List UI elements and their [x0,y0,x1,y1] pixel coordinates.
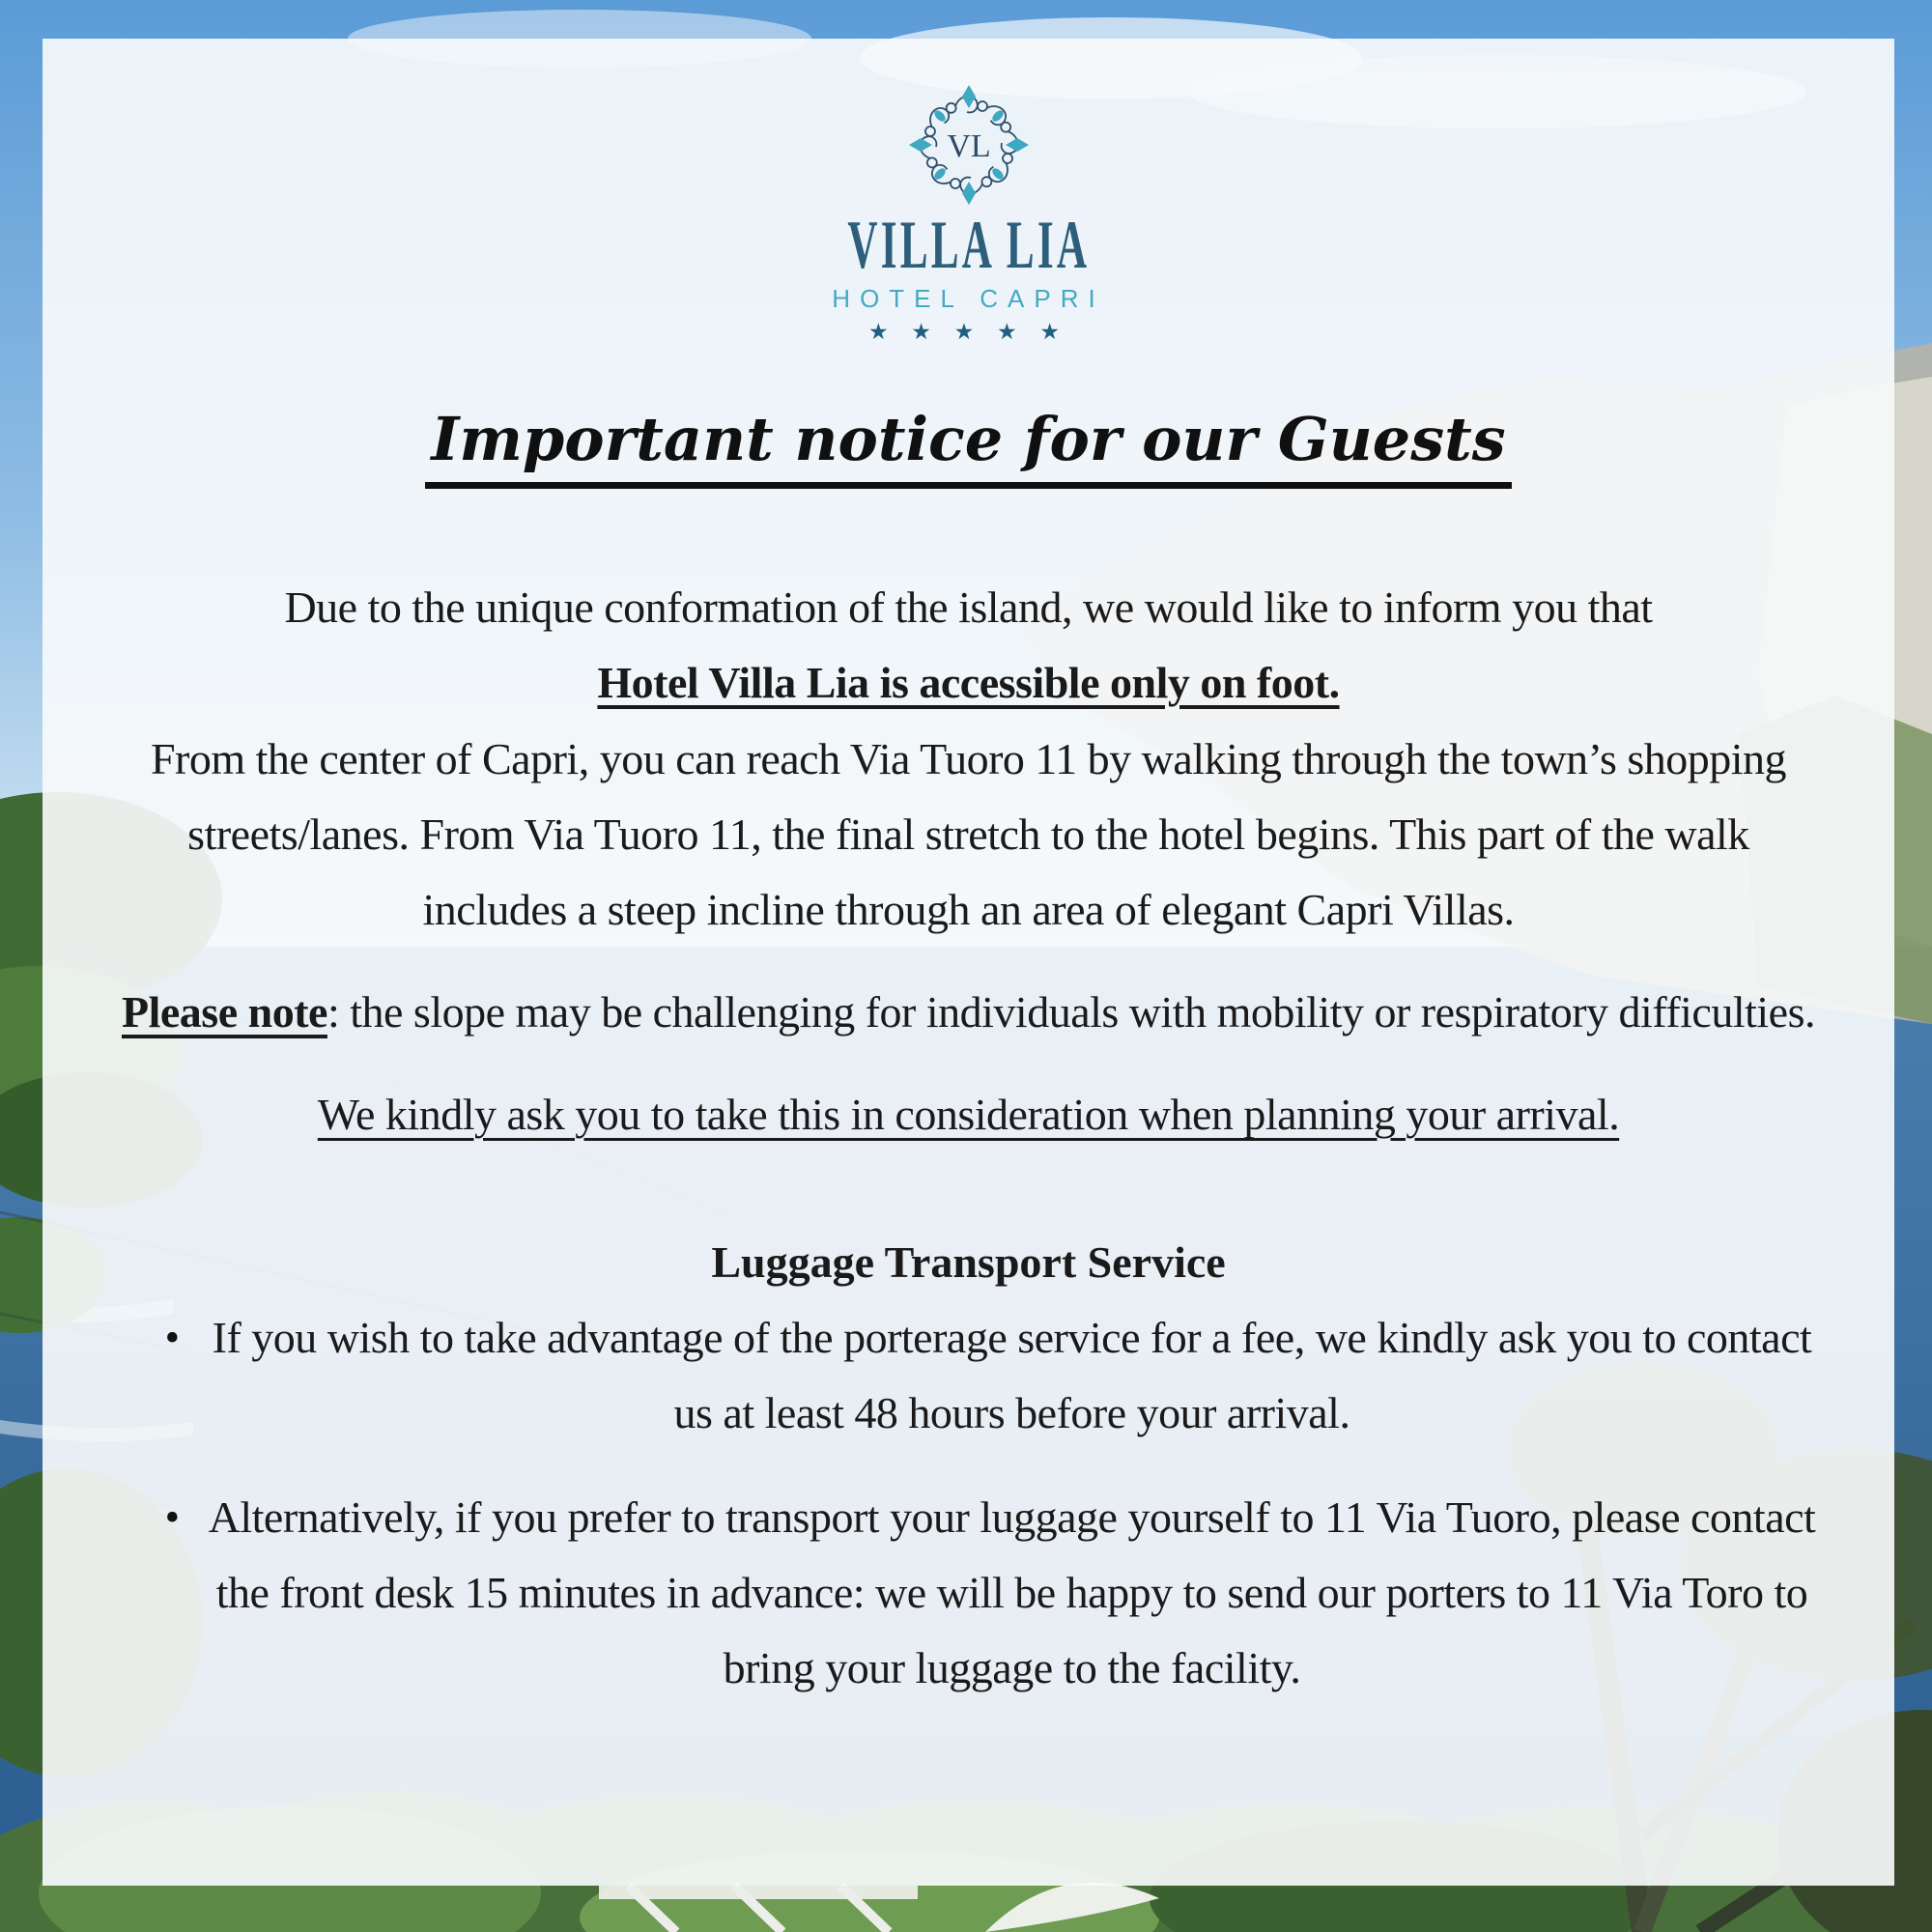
advisory-paragraph: We kindly ask you to take this in consideration when planning your arrival. [317,1090,1620,1140]
notice-title [118,404,1819,489]
please-note-label: Please note [122,987,327,1037]
intro-emphasis-text: Hotel Villa Lia is accessible only on foot. [597,658,1340,708]
walking-directions-text: From the center of Capri, you can reach Via Tuoro 11 by walking through the town’s shopping streets/lanes. From Via Tuoro 11, the final stretch to the hotel begins. This part of the walk includes a steep incline through an area of elegant Capri Villas. [150,733,1787,934]
notice-card [43,39,1894,1886]
bullet-icon: • [164,1493,180,1542]
notice-title-text: Important notice for our Guests [425,407,1511,489]
five-star-rating: ★ ★ ★ ★ ★ [867,320,1069,344]
please-note-paragraph [118,975,1819,1050]
luggage-service-heading: Luggage Transport Service [711,1236,1226,1287]
bullet-icon: • [164,1313,180,1361]
intro-text: Due to the unique conformation of the island, we would like to inform you that [284,582,1653,633]
porterage-bullet-text: If you wish to take advantage of the porterage service for a fee, we kindly ask you to contact us at least 48 hours before your arrival. [212,1312,1812,1437]
vl-monogram-text: VL [946,128,991,164]
list-item [118,1480,1819,1707]
hotel-name: VILLA LIA [847,206,1090,283]
please-note-text: : the slope may be challenging for individuals with mobility or respiratory difficulties. [327,987,1815,1037]
vl-monogram-emblem [896,83,1041,207]
intro-paragraph [118,570,1819,948]
hotel-subtitle: HOTEL CAPRI [832,284,1105,313]
list-item [118,1300,1819,1451]
luggage-bullet-list [118,1300,1819,1707]
self-transport-bullet-text: Alternatively, if you prefer to transport your luggage yourself to 11 Via Tuoro, please contact the front desk 15 minutes in advance: we will be happy to send our porters to 11 Via Toro to bring your luggage to the facility. [208,1492,1816,1693]
hotel-logo [118,83,1819,345]
